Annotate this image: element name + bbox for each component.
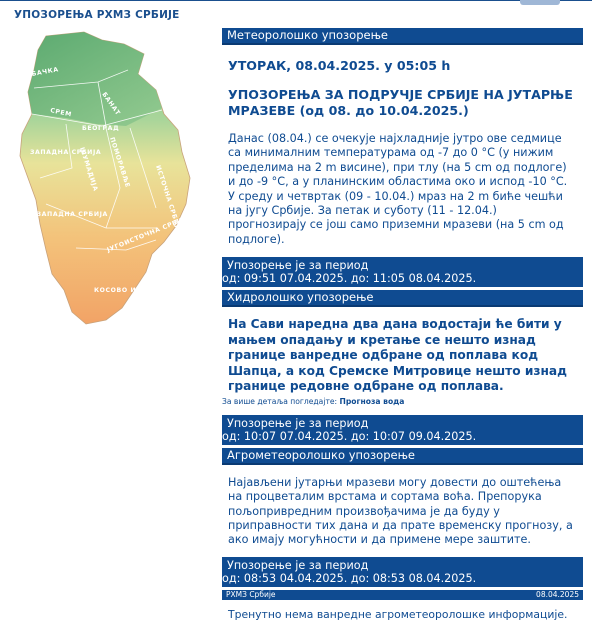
region-label-jugoistocna: ЈУГОИСТОЧНА СРБИЈА bbox=[106, 213, 192, 254]
region-label-jugozapadna: ЈУГОЗАПАДНА СРБИЈА bbox=[18, 211, 108, 218]
hydro-detail-prefix: За више детаља погледајте: bbox=[222, 396, 340, 406]
region-label-kosovo: КОСОВО И МЕТОХИЈА bbox=[94, 287, 181, 294]
agro-period bbox=[222, 557, 583, 587]
agro-header: Агрометеоролошко упозорење bbox=[222, 448, 583, 465]
footer-date: 08.04.2025 bbox=[536, 589, 579, 599]
hydro-detail bbox=[222, 397, 583, 406]
meteo-period-value: од: 09:51 07.04.2025. до: 11:05 08.04.2025. bbox=[222, 272, 477, 286]
serbia-warning-map[interactable] bbox=[6, 28, 222, 330]
meteo-header: Метеоролошко упозорење bbox=[222, 28, 583, 45]
map-north bbox=[28, 32, 162, 126]
agro-body: Најављени јутарњи мразеви могу довести до оштећења на процветалим врстама и сортама воћа. Препорука пољопривредним произвођачима је да буду у приправности тих дана и да прате временску прогнозу, а ако имају могућности и да примене мере заштите. bbox=[228, 475, 573, 547]
region-label-banat: БАНАТ bbox=[100, 91, 122, 118]
region-label-backa: БАЧКА bbox=[31, 66, 60, 78]
page-title: УПОЗОРЕЊА РХМЗ СРБИЈЕ bbox=[14, 9, 180, 21]
footer-source: РХМЗ Србије bbox=[226, 589, 276, 599]
hydro-period-label: Упозорење је за период bbox=[227, 416, 369, 430]
region-label-srem: СРЕМ bbox=[49, 107, 73, 119]
region-label-sumadija: ШУМАДИЈА bbox=[78, 146, 99, 193]
hydro-detail-link[interactable]: Прогноза вода bbox=[339, 396, 405, 406]
meteo-body: Данас (08.04.) се очекује најхладније јутро ове седмице са минималним температурама од -7 до 0 °C (у нижим пределима на 2 m висине), при тлу (на 5 cm од подлоге) и до -9 °C, а у планинским областима око и испод -10 °C. У среду и четвртак (09 - 10.04.) мраз на 2 m биће чешћи на југу Србије. За петак и суботу (11 - 12.04.) прогнозирају се још само приземни мразеви (на 5 cm од подлоге). bbox=[228, 132, 568, 246]
agro-period-value: од: 08:53 04.04.2025. до: 08:53 08.04.2025. bbox=[222, 571, 477, 585]
meteo-title: УПОЗОРЕЊА ЗА ПОДРУЧЈЕ СРБИЈЕ НА ЈУТАРЊЕ МРАЗЕВЕ (од 08. до 10.04.2025.) bbox=[228, 87, 573, 118]
agro-period-label: Упозорење је за период bbox=[227, 558, 369, 572]
footer-note: Тренутно нема ванредне агрометеоролошке информације. bbox=[228, 607, 568, 621]
region-label-beograd: БЕОГРАД bbox=[82, 125, 120, 132]
footer-bar bbox=[222, 590, 583, 600]
meteo-period-label: Упозорење је за период bbox=[227, 259, 369, 273]
region-label-istocna: ИСТОЧНА СРБИЈА bbox=[154, 164, 183, 234]
hydro-period-value: од: 10:07 07.04.2025. до: 10:07 09.04.2025. bbox=[222, 429, 477, 443]
warnings-column bbox=[222, 28, 583, 622]
region-label-zapadna: ЗАПАДНА СРБИЈА bbox=[30, 149, 102, 156]
hydro-period bbox=[222, 415, 583, 445]
hydro-body: На Сави наредна два дана водостаји ће бити у мањем опадању и кретање се нешто изнад границе ванредне одбране од поплава код Шапца, а код Сремске Митровице нешто изнад границе редовне одбране од поплава. bbox=[228, 317, 567, 394]
meteo-period bbox=[222, 257, 583, 287]
hydro-header: Хидролошко упозорење bbox=[222, 290, 583, 307]
meteo-date: УТОРАК, 08.04.2025. у 05:05 h bbox=[228, 58, 451, 73]
logo-fragment bbox=[520, 0, 560, 5]
top-rule bbox=[0, 0, 592, 1]
region-label-pomoravlje: ПОМОРАВЉЕ bbox=[108, 136, 132, 189]
